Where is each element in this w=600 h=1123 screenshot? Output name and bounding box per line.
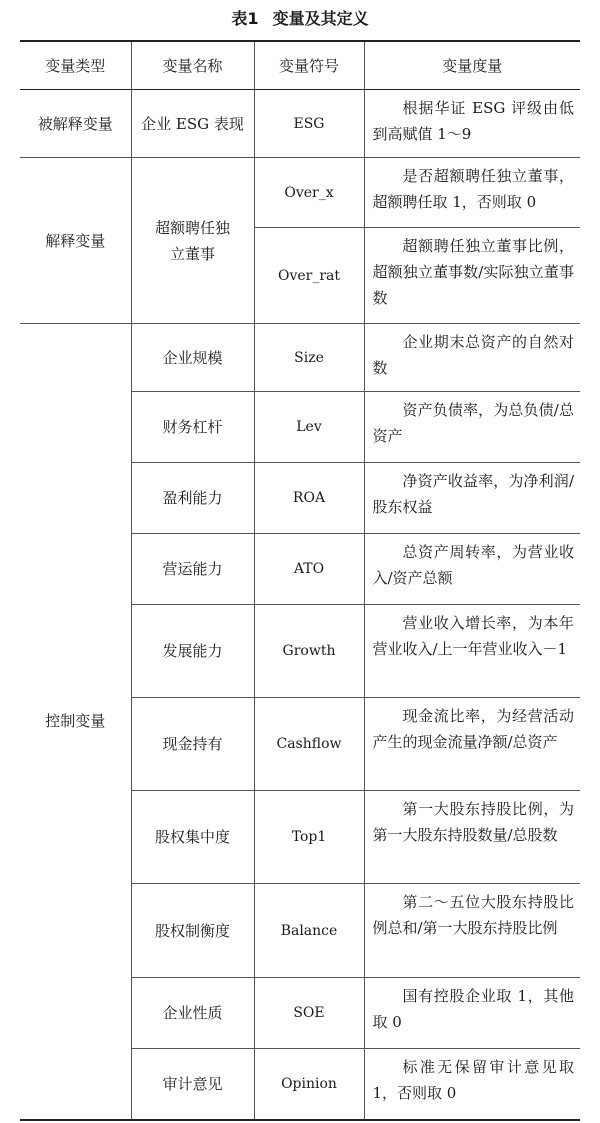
table-title: 变量及其定义 <box>272 8 369 28</box>
variable-type-cell: 解释变量 <box>20 158 131 324</box>
table-row <box>20 158 580 228</box>
variable-measure-cell: 是否超额聘任独立董事，超额聘任取 1，否则取 0 <box>364 158 580 228</box>
variable-name-cell: 企业规模 <box>131 324 254 392</box>
variable-symbol-cell: SOE <box>254 978 364 1049</box>
table-number: 表1 <box>231 8 259 28</box>
variable-name-cell: 营运能力 <box>131 534 254 605</box>
variable-symbol-cell: Over_rat <box>254 228 364 324</box>
variable-name-cell: 企业性质 <box>131 978 254 1049</box>
variable-measure-cell: 现金流比率，为经营活动产生的现金流量净额/总资产 <box>364 698 580 791</box>
variable-symbol-cell: Size <box>254 324 364 392</box>
variable-symbol-cell: ROA <box>254 463 364 534</box>
variable-name-cell: 企业 ESG 表现 <box>131 90 254 158</box>
variable-symbol-cell: Cashflow <box>254 698 364 791</box>
variable-measure-cell: 资产负债率，为总负债/总资产 <box>364 392 580 463</box>
variable-name-cell: 发展能力 <box>131 605 254 698</box>
variable-symbol-cell: ESG <box>254 90 364 158</box>
variable-name-cell: 超额聘任独立董事 <box>131 158 254 324</box>
variable-measure-cell: 营业收入增长率，为本年营业收入/上一年营业收入－1 <box>364 605 580 698</box>
variable-symbol-cell: ATO <box>254 534 364 605</box>
variable-measure-cell: 第一大股东持股比例，为第一大股东持股数量/总股数 <box>364 791 580 884</box>
variable-measure-cell: 总资产周转率，为营业收入/资产总额 <box>364 534 580 605</box>
variable-type-cell: 控制变量 <box>20 324 131 1120</box>
variable-measure-cell: 企业期末总资产的自然对数 <box>364 324 580 392</box>
header-variable-type: 变量类型 <box>20 41 131 90</box>
variable-symbol-cell: Lev <box>254 392 364 463</box>
variable-name-cell: 财务杠杆 <box>131 392 254 463</box>
variable-type-cell: 被解释变量 <box>20 90 131 158</box>
table-caption <box>0 0 600 34</box>
variable-measure-cell: 国有控股企业取 1，其他取 0 <box>364 978 580 1049</box>
variable-definition-table <box>20 40 580 1121</box>
variable-name-cell: 股权制衡度 <box>131 884 254 978</box>
variable-measure-cell: 第二～五位大股东持股比例总和/第一大股东持股比例 <box>364 884 580 978</box>
table-row <box>20 90 580 158</box>
variable-name-cell: 现金持有 <box>131 698 254 791</box>
header-row <box>20 41 580 90</box>
variable-symbol-cell: Balance <box>254 884 364 978</box>
variable-symbol-cell: Top1 <box>254 791 364 884</box>
variable-measure-cell: 净资产收益率，为净利润/股东权益 <box>364 463 580 534</box>
variable-measure-cell: 标准无保留审计意见取 1，否则取 0 <box>364 1049 580 1120</box>
header-variable-name: 变量名称 <box>131 41 254 90</box>
variable-symbol-cell: Over_x <box>254 158 364 228</box>
variable-measure-cell: 根据华证 ESG 评级由低到高赋值 1～9 <box>364 90 580 158</box>
variable-name-cell: 盈利能力 <box>131 463 254 534</box>
variable-symbol-cell: Opinion <box>254 1049 364 1120</box>
variable-measure-cell: 超额聘任独立董事比例，超额独立董事数/实际独立董事数 <box>364 228 580 324</box>
header-variable-measure: 变量度量 <box>364 41 580 90</box>
header-variable-symbol: 变量符号 <box>254 41 364 90</box>
variable-name-cell: 审计意见 <box>131 1049 254 1120</box>
variable-name-cell: 股权集中度 <box>131 791 254 884</box>
variable-symbol-cell: Growth <box>254 605 364 698</box>
table-row <box>20 324 580 392</box>
